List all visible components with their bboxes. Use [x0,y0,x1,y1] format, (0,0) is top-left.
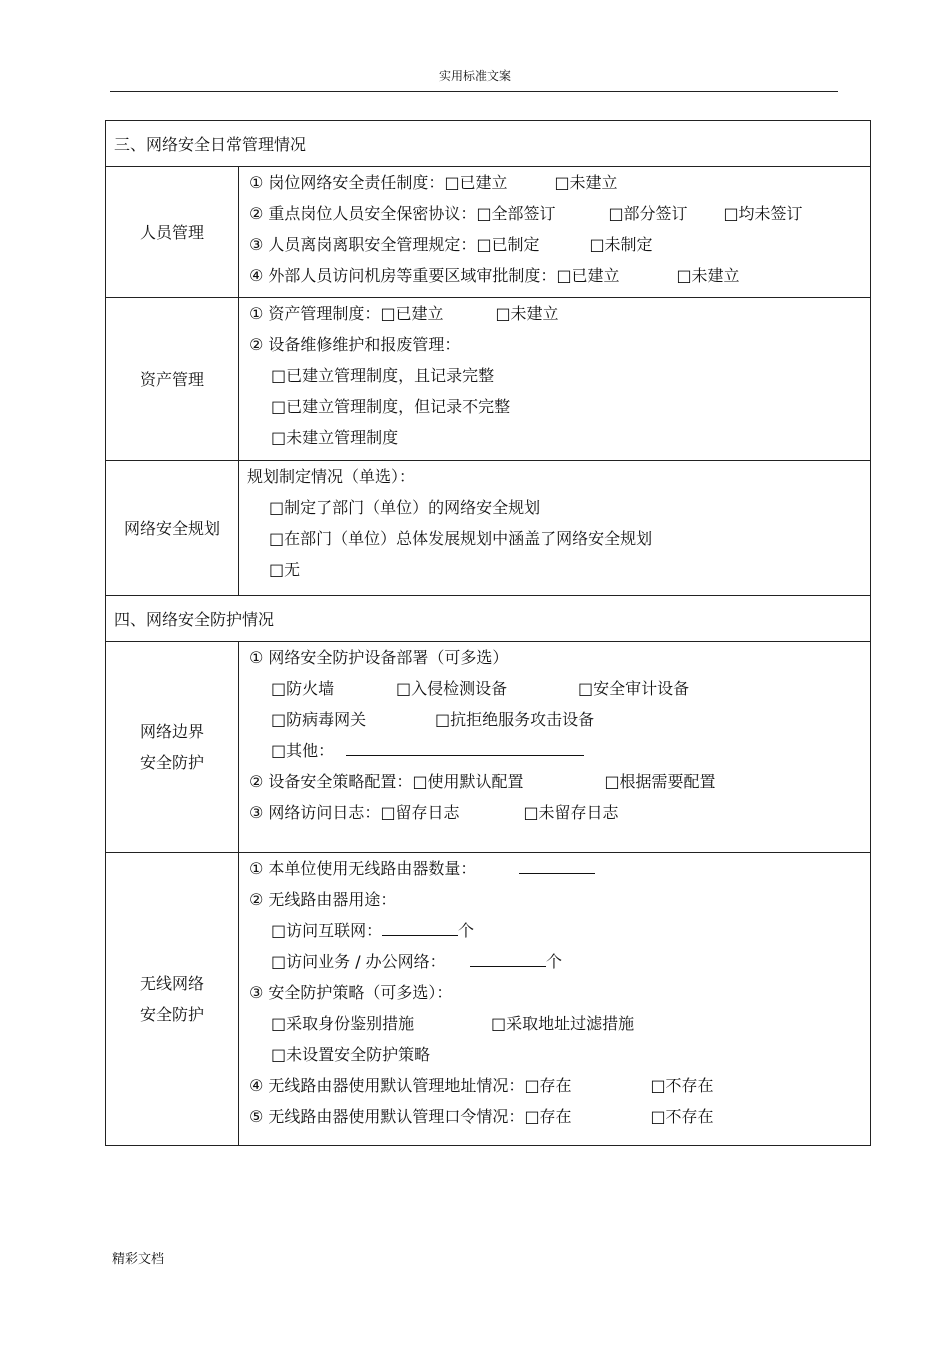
checkbox-option[interactable]: □不存在 [650,1076,714,1095]
checkbox-option[interactable]: □部分签订 [608,204,688,223]
assets-q2: ② 设备维修维护和报废管理： [249,335,461,354]
checkbox-option[interactable]: □入侵检测设备 [396,679,508,698]
personnel-q2: ② 重点岗位人员安全保密协议：□全部签订 □部分签订 □均未签订 [249,198,870,229]
wireless-q5: ⑤ 无线路由器使用默认管理口令情况：□存在 □不存在 [249,1101,870,1132]
section3-header-row [106,121,871,167]
personnel-q4: ④ 外部人员访问机房等重要区域审批制度：□已建立 □未建立 [249,260,870,291]
checkbox-option[interactable]: □已制定 [476,235,540,254]
wireless-q1: ① 本单位使用无线路由器数量： [249,853,870,884]
wireless-q2-internet: □访问互联网： 个 [249,915,870,946]
planning-row [106,461,871,596]
planning-content [239,461,871,596]
personnel-q1: ① 岗位网络安全责任制度：□已建立 □未建立 [249,167,870,198]
page-footer-text: 精彩文档 [112,1252,165,1267]
checkbox-option[interactable]: □已建立 [556,266,620,285]
boundary-label: 网络边界 安全防护 [106,642,239,853]
checkbox-option[interactable]: □防火墙 [271,679,335,698]
wireless-label: 无线网络 安全防护 [106,853,239,1146]
header-rule [110,91,838,92]
personnel-q3: ③ 人员离岗离职安全管理规定：□已制定 □未制定 [249,229,870,260]
checkbox-option[interactable]: □其他： [271,741,335,760]
checkbox-option[interactable]: □已建立管理制度，但记录不完整 [271,397,511,416]
checkbox-option[interactable]: □在部门（单位）总体发展规划中涵盖了网络安全规划 [269,529,653,548]
wireless-row [106,853,871,1146]
checkbox-option[interactable]: □未留存日志 [523,803,619,822]
boundary-q1-other [249,735,870,766]
other-fill-blank[interactable] [346,735,584,756]
business-count-blank[interactable] [470,946,546,967]
checkbox-option[interactable]: □已建立 [380,304,444,323]
checkbox-option[interactable]: □安全审计设备 [578,679,690,698]
section3-title: 三、网络安全日常管理情况 [106,121,871,167]
checkbox-option[interactable]: □制定了部门（单位）的网络安全规划 [269,498,541,517]
checkbox-option[interactable]: □均未签订 [723,204,803,223]
wireless-q2-business: □访问业务 / 办公网络： 个 [249,946,870,977]
boundary-q1-row2 [249,704,870,735]
checkbox-option[interactable]: □未建立 [554,173,618,192]
checkbox-option[interactable]: □采取地址过滤措施 [491,1014,635,1033]
checkbox-option[interactable]: □未建立管理制度 [271,428,399,447]
personnel-content [239,167,871,298]
assets-label: 资产管理 [106,298,239,461]
section4-header-row [106,596,871,642]
assets-content [239,298,871,461]
checkbox-option[interactable]: □存在 [524,1107,572,1126]
checkbox-option[interactable]: □抗拒绝服务攻击设备 [435,710,595,729]
wireless-q4: ④ 无线路由器使用默认管理地址情况：□存在 □不存在 [249,1070,870,1101]
boundary-q1-row1 [249,673,870,704]
boundary-row [106,642,871,853]
checkbox-option[interactable]: □访问互联网： [271,921,383,940]
checkbox-option[interactable]: □全部签订 [476,204,556,223]
checkbox-option[interactable]: □未制定 [589,235,653,254]
checkbox-option[interactable]: □根据需要配置 [604,772,716,791]
checkbox-option[interactable]: □未设置安全防护策略 [271,1045,431,1064]
survey-form-table [105,120,871,1146]
wireless-q2: ② 无线路由器用途： [249,890,397,909]
checkbox-option[interactable]: □留存日志 [380,803,460,822]
personnel-row [106,167,871,298]
checkbox-option[interactable]: □已建立 [444,173,508,192]
checkbox-option[interactable]: □不存在 [650,1107,714,1126]
wireless-q3-row1 [249,1008,870,1039]
section4-title: 四、网络安全防护情况 [106,596,871,642]
page-header-title: 实用标准文案 [438,69,511,83]
checkbox-option[interactable]: □未建立 [495,304,559,323]
wireless-content [239,853,871,1146]
checkbox-option[interactable]: □存在 [524,1076,572,1095]
router-count-blank[interactable] [519,853,595,874]
checkbox-option[interactable]: □已建立管理制度，且记录完整 [271,366,495,385]
planning-label: 网络安全规划 [106,461,239,596]
assets-row [106,298,871,461]
assets-q1: ① 资产管理制度：□已建立 □未建立 [249,298,870,329]
boundary-content [239,642,871,853]
checkbox-option[interactable]: □访问业务 / 办公网络： [271,952,446,971]
boundary-q2: ② 设备安全策略配置：□使用默认配置 □根据需要配置 [249,766,870,797]
checkbox-option[interactable]: □防病毒网关 [271,710,367,729]
checkbox-option[interactable]: □采取身份鉴别措施 [271,1014,415,1033]
internet-count-blank[interactable] [382,915,458,936]
wireless-q3: ③ 安全防护策略（可多选）： [249,983,453,1002]
boundary-q1: ① 网络安全防护设备部署（可多选） [249,648,509,667]
personnel-label: 人员管理 [106,167,239,298]
checkbox-option[interactable]: □无 [269,560,301,579]
boundary-q3: ③ 网络访问日志：□留存日志 □未留存日志 [249,797,870,828]
checkbox-option[interactable]: □未建立 [676,266,740,285]
checkbox-option[interactable]: □使用默认配置 [412,772,524,791]
planning-question: 规划制定情况（单选）： [247,467,416,486]
